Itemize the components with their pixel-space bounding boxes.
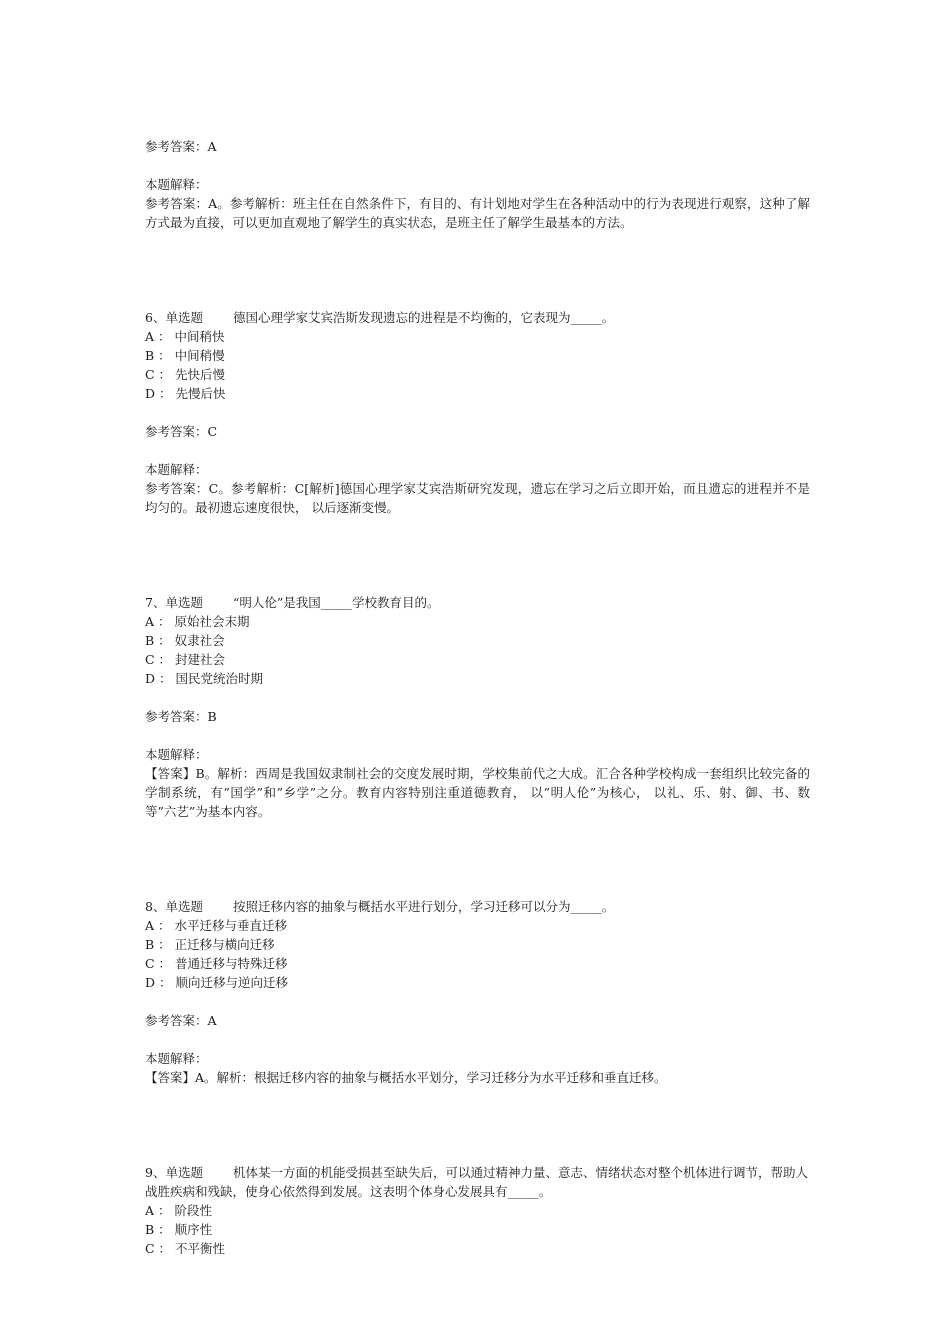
option-a: A ： 水平迁移与垂直迁移 bbox=[145, 918, 287, 933]
question-block bbox=[145, 593, 810, 821]
option-a: A ： 原始社会末期 bbox=[145, 614, 250, 629]
answer-line: 参考答案：A bbox=[145, 139, 217, 154]
question-stem: 按照迁移内容的抽象与概括水平进行划分，学习迁移可以分为_____。 bbox=[232, 899, 615, 914]
explanation-label: 本题解释： bbox=[145, 177, 208, 192]
option-c: C ： 不平衡性 bbox=[145, 1241, 226, 1256]
question-stem: 机体某一方面的机能受损甚至缺失后，可以通过精神力量、意志、情绪状态对整个机体进行调节，帮助人战胜疾病和残缺，使身心依然得到发展。这表明个体身心发展具有_____。 bbox=[145, 1165, 808, 1199]
explanation-text: 【答案】B。解析：西周是我国奴隶制社会的交度发展时期，学校集前代之大成。汇合各种学校构成一套组织比较完备的学制系统，有”国学”和”乡学”之分。教育内容特别注重道德教育， 以”明人伦”为核心， 以礼、乐、射、御、书、数等”六艺”为基本内容。 bbox=[145, 766, 810, 819]
option-b: B ： 正迁移与横向迁移 bbox=[145, 937, 275, 952]
question-block bbox=[145, 897, 810, 1087]
question-header bbox=[145, 308, 810, 327]
question-number: 7、单选题 bbox=[145, 595, 203, 610]
option-c: C ： 封建社会 bbox=[145, 652, 226, 667]
question-block bbox=[145, 308, 810, 517]
explanation-label: 本题解释： bbox=[145, 1051, 208, 1066]
question-number: 9、单选题 bbox=[145, 1165, 203, 1180]
option-d: D ： 国民党统治时期 bbox=[145, 671, 263, 686]
question-header bbox=[145, 593, 810, 612]
explanation-label: 本题解释： bbox=[145, 462, 208, 477]
option-c: C ： 普通迁移与特殊迁移 bbox=[145, 956, 288, 971]
explanation-text: 【答案】A。解析：根据迁移内容的抽象与概括水平划分，学习迁移分为水平迁移和垂直迁移。 bbox=[145, 1070, 667, 1085]
explanation-text: 参考答案：C。参考解析：C[解析]德国心理学家艾宾浩斯研究发现，遗忘在学习之后立即开始，而且遗忘的进程并不是均匀的。最初遗忘速度很快， 以后逐渐变慢。 bbox=[145, 481, 810, 515]
question-block bbox=[145, 1163, 810, 1258]
answer-line: 参考答案：A bbox=[145, 1013, 217, 1028]
option-b: B ： 中间稍慢 bbox=[145, 348, 225, 363]
explanation-text: 参考答案：A。参考解析：班主任在自然条件下，有目的、有计划地对学生在各种活动中的行为表现进行观察，这种了解方式最为直接，可以更加直观地了解学生的真实状态，是班主任了解学生最基本的方法。 bbox=[145, 196, 810, 230]
question-header bbox=[145, 1163, 810, 1201]
option-d: D ： 顺向迁移与逆向迁移 bbox=[145, 975, 288, 990]
question-stem: 德国心理学家艾宾浩斯发现遗忘的进程是不均衡的，它表现为_____。 bbox=[232, 310, 615, 325]
question-stem: “明人伦”是我国_____学校教育目的。 bbox=[232, 595, 440, 610]
question-header bbox=[145, 897, 810, 916]
option-b: B ： 奴隶社会 bbox=[145, 633, 225, 648]
explanation-label: 本题解释： bbox=[145, 747, 208, 762]
question-number: 6、单选题 bbox=[145, 310, 203, 325]
document-page bbox=[145, 137, 810, 1258]
question-number: 8、单选题 bbox=[145, 899, 203, 914]
option-a: A ： 中间稍快 bbox=[145, 329, 225, 344]
option-c: C ： 先快后慢 bbox=[145, 367, 226, 382]
answer-line: 参考答案：B bbox=[145, 709, 217, 724]
option-b: B ： 顺序性 bbox=[145, 1222, 213, 1237]
option-a: A ： 阶段性 bbox=[145, 1203, 212, 1218]
answer-line: 参考答案：C bbox=[145, 424, 218, 439]
option-d: D ： 先慢后快 bbox=[145, 386, 226, 401]
